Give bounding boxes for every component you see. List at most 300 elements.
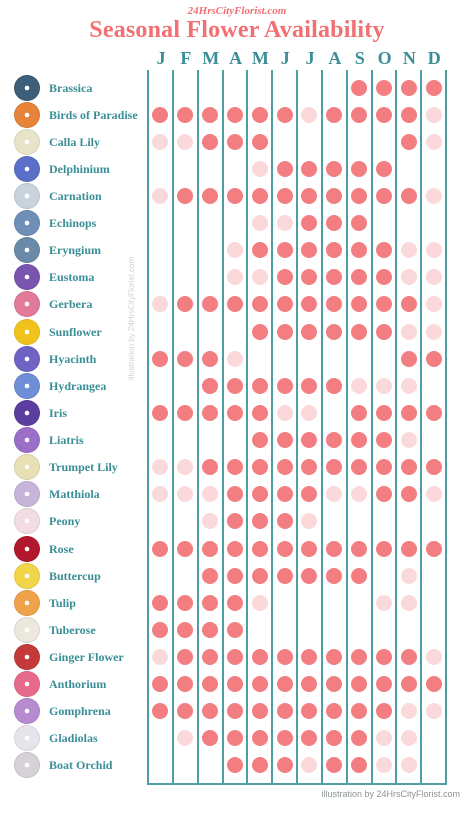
availability-dot-full bbox=[252, 432, 268, 448]
availability-dot-full bbox=[301, 486, 317, 502]
availability-dot-full bbox=[401, 351, 417, 367]
availability-dot-full bbox=[277, 730, 293, 746]
availability-dot-full bbox=[301, 161, 317, 177]
availability-dot-full bbox=[152, 595, 168, 611]
availability-dot-full bbox=[301, 730, 317, 746]
availability-dot-full bbox=[351, 703, 367, 719]
availability-dot-limited bbox=[426, 703, 442, 719]
availability-dot-full bbox=[277, 541, 293, 557]
availability-dot-full bbox=[252, 513, 268, 529]
availability-dot-full bbox=[426, 80, 442, 96]
availability-dot-full bbox=[326, 269, 342, 285]
availability-dot-full bbox=[301, 676, 317, 692]
availability-dot-limited bbox=[401, 269, 417, 285]
grid-column-line bbox=[271, 70, 273, 785]
flower-name: Matthiola bbox=[49, 487, 100, 502]
availability-dot-full bbox=[351, 269, 367, 285]
availability-dot-full bbox=[277, 296, 293, 312]
availability-dot-full bbox=[177, 107, 193, 123]
availability-dot-limited bbox=[401, 432, 417, 448]
availability-dot-full bbox=[202, 378, 218, 394]
availability-dot-full bbox=[376, 486, 392, 502]
availability-dot-limited bbox=[426, 324, 442, 340]
availability-dot-full bbox=[351, 107, 367, 123]
availability-dot-full bbox=[252, 378, 268, 394]
availability-dot-full bbox=[301, 568, 317, 584]
availability-dot-full bbox=[401, 486, 417, 502]
availability-dot-full bbox=[376, 296, 392, 312]
availability-dot-limited bbox=[376, 378, 392, 394]
availability-dot-limited bbox=[227, 242, 243, 258]
availability-dot-full bbox=[351, 541, 367, 557]
availability-dot-limited bbox=[177, 459, 193, 475]
availability-dot-limited bbox=[301, 405, 317, 421]
availability-dot-full bbox=[376, 541, 392, 557]
availability-dot-full bbox=[401, 459, 417, 475]
availability-dot-limited bbox=[252, 595, 268, 611]
availability-dot-limited bbox=[301, 107, 317, 123]
availability-dot-limited bbox=[351, 486, 367, 502]
grid-column-line bbox=[222, 70, 224, 785]
month-header-9: S bbox=[354, 48, 365, 68]
month-header bbox=[147, 48, 447, 70]
availability-dot-full bbox=[202, 134, 218, 150]
availability-dot-full bbox=[401, 405, 417, 421]
echinops-icon bbox=[14, 210, 40, 236]
availability-dot-full bbox=[252, 134, 268, 150]
watermark: illustration by 24HrsCityFlorist.com bbox=[127, 256, 136, 380]
flower-name: Anthorium bbox=[49, 677, 107, 692]
availability-dot-limited bbox=[426, 486, 442, 502]
anthorium-icon bbox=[14, 671, 40, 697]
availability-dot-full bbox=[426, 676, 442, 692]
availability-dot-full bbox=[277, 432, 293, 448]
availability-dot-full bbox=[202, 107, 218, 123]
availability-dot-full bbox=[252, 296, 268, 312]
availability-dot-full bbox=[326, 703, 342, 719]
site-name[interactable]: 24HrsCityFlorist.com bbox=[187, 5, 287, 17]
availability-dot-full bbox=[376, 161, 392, 177]
availability-dot-limited bbox=[252, 215, 268, 231]
availability-dot-limited bbox=[426, 188, 442, 204]
availability-dot-full bbox=[301, 296, 317, 312]
availability-dot-full bbox=[202, 541, 218, 557]
availability-dot-limited bbox=[277, 215, 293, 231]
grid-bottom-line bbox=[147, 783, 447, 785]
availability-dot-limited bbox=[376, 595, 392, 611]
flower-name: Brassica bbox=[49, 80, 93, 95]
month-header-12: D bbox=[427, 48, 441, 68]
ginger-flower-icon bbox=[14, 644, 40, 670]
month-header-3: M bbox=[202, 48, 220, 68]
flower-name: Peony bbox=[49, 514, 81, 529]
availability-dot-full bbox=[301, 378, 317, 394]
availability-dot-full bbox=[376, 432, 392, 448]
availability-dot-full bbox=[152, 405, 168, 421]
month-header-4: A bbox=[229, 48, 243, 68]
grid-column-line bbox=[395, 70, 397, 785]
flower-name: Gerbera bbox=[49, 297, 93, 312]
flower-name: Eustoma bbox=[49, 270, 95, 285]
availability-dot-full bbox=[351, 432, 367, 448]
flower-name: Gladiolas bbox=[49, 731, 98, 746]
availability-dot-limited bbox=[426, 269, 442, 285]
grid-column-line bbox=[197, 70, 199, 785]
availability-dot-full bbox=[351, 405, 367, 421]
availability-dot-full bbox=[177, 649, 193, 665]
availability-dot-full bbox=[376, 242, 392, 258]
availability-dot-full bbox=[252, 324, 268, 340]
availability-dot-limited bbox=[376, 757, 392, 773]
availability-dot-full bbox=[177, 703, 193, 719]
month-header-7: J bbox=[305, 48, 315, 68]
availability-dot-full bbox=[301, 649, 317, 665]
availability-dot-full bbox=[326, 188, 342, 204]
gerbera-icon bbox=[14, 291, 40, 317]
availability-dot-full bbox=[277, 242, 293, 258]
availability-dot-full bbox=[177, 541, 193, 557]
availability-dot-full bbox=[177, 188, 193, 204]
availability-dot-full bbox=[277, 486, 293, 502]
availability-dot-limited bbox=[426, 296, 442, 312]
availability-dot-full bbox=[177, 405, 193, 421]
availability-dot-full bbox=[227, 649, 243, 665]
availability-dot-full bbox=[202, 351, 218, 367]
peony-icon bbox=[14, 508, 40, 534]
grid-column-line bbox=[172, 70, 174, 785]
availability-dot-full bbox=[351, 676, 367, 692]
availability-dot-full bbox=[252, 242, 268, 258]
availability-dot-full bbox=[227, 486, 243, 502]
month-header-2: F bbox=[180, 48, 192, 68]
month-header-8: A bbox=[328, 48, 342, 68]
availability-dot-full bbox=[252, 541, 268, 557]
availability-dot-limited bbox=[401, 378, 417, 394]
availability-dot-full bbox=[227, 459, 243, 475]
availability-dot-full bbox=[152, 351, 168, 367]
month-header-6: J bbox=[280, 48, 290, 68]
gladiolas-icon bbox=[14, 725, 40, 751]
availability-dot-full bbox=[426, 405, 442, 421]
availability-dot-limited bbox=[152, 188, 168, 204]
availability-dot-full bbox=[351, 296, 367, 312]
eustoma-icon bbox=[14, 264, 40, 290]
availability-dot-full bbox=[426, 459, 442, 475]
availability-dot-limited bbox=[152, 649, 168, 665]
availability-dot-full bbox=[252, 649, 268, 665]
grid-column-line bbox=[296, 70, 298, 785]
sunflower-icon bbox=[14, 319, 40, 345]
availability-dot-limited bbox=[152, 296, 168, 312]
flower-name: Eryngium bbox=[49, 243, 102, 258]
availability-dot-full bbox=[152, 107, 168, 123]
availability-dot-limited bbox=[152, 134, 168, 150]
availability-dot-full bbox=[277, 459, 293, 475]
availability-dot-limited bbox=[301, 513, 317, 529]
flower-name: Rose bbox=[49, 541, 74, 556]
availability-dot-full bbox=[177, 595, 193, 611]
grid-column-line bbox=[147, 70, 149, 785]
flower-name: Ginger Flower bbox=[49, 649, 124, 664]
buttercup-icon bbox=[14, 563, 40, 589]
availability-dot-limited bbox=[326, 486, 342, 502]
availability-dot-limited bbox=[177, 486, 193, 502]
availability-dot-full bbox=[326, 649, 342, 665]
availability-dot-full bbox=[401, 296, 417, 312]
availability-dot-full bbox=[227, 188, 243, 204]
availability-dot-full bbox=[326, 459, 342, 475]
availability-dot-full bbox=[277, 757, 293, 773]
availability-dot-full bbox=[227, 134, 243, 150]
availability-dot-full bbox=[426, 351, 442, 367]
availability-dot-full bbox=[227, 513, 243, 529]
availability-dot-full bbox=[202, 568, 218, 584]
availability-dot-full bbox=[326, 161, 342, 177]
availability-dot-full bbox=[351, 324, 367, 340]
month-header-5: M bbox=[251, 48, 269, 68]
availability-dot-full bbox=[277, 703, 293, 719]
availability-dot-full bbox=[277, 161, 293, 177]
availability-dot-limited bbox=[351, 378, 367, 394]
availability-dot-full bbox=[326, 757, 342, 773]
availability-dot-full bbox=[401, 676, 417, 692]
availability-dot-full bbox=[177, 622, 193, 638]
grid-column-line bbox=[321, 70, 323, 785]
availability-dot-full bbox=[376, 676, 392, 692]
availability-dot-full bbox=[252, 703, 268, 719]
availability-dot-limited bbox=[252, 161, 268, 177]
availability-dot-limited bbox=[401, 595, 417, 611]
flower-name: Tulip bbox=[49, 595, 76, 610]
availability-dot-full bbox=[301, 459, 317, 475]
availability-dot-full bbox=[301, 324, 317, 340]
availability-dot-full bbox=[202, 405, 218, 421]
availability-dot-limited bbox=[426, 649, 442, 665]
availability-dot-full bbox=[376, 188, 392, 204]
availability-dot-full bbox=[376, 703, 392, 719]
availability-dot-full bbox=[351, 757, 367, 773]
availability-dot-full bbox=[277, 649, 293, 665]
availability-dot-limited bbox=[401, 757, 417, 773]
availability-dot-full bbox=[326, 215, 342, 231]
availability-dot-full bbox=[301, 703, 317, 719]
availability-dot-limited bbox=[401, 242, 417, 258]
flower-name: Trumpet Lily bbox=[49, 460, 118, 475]
availability-dot-full bbox=[326, 730, 342, 746]
availability-dot-limited bbox=[401, 703, 417, 719]
flower-name: Carnation bbox=[49, 189, 102, 204]
flower-name: Sunflower bbox=[49, 324, 102, 339]
availability-dot-full bbox=[301, 188, 317, 204]
hydrangea-icon bbox=[14, 373, 40, 399]
flower-name: Echinops bbox=[49, 216, 97, 231]
gomphrena-icon bbox=[14, 698, 40, 724]
flower-name: Hyacinth bbox=[49, 351, 97, 366]
availability-dot-full bbox=[376, 649, 392, 665]
flower-name: Buttercup bbox=[49, 568, 101, 583]
availability-dot-full bbox=[326, 541, 342, 557]
availability-dot-full bbox=[277, 378, 293, 394]
rose-icon bbox=[14, 536, 40, 562]
grid-column-line bbox=[346, 70, 348, 785]
availability-dot-full bbox=[401, 649, 417, 665]
eryngium-icon bbox=[14, 237, 40, 263]
availability-dot-limited bbox=[401, 568, 417, 584]
availability-dot-full bbox=[227, 405, 243, 421]
availability-dot-full bbox=[326, 378, 342, 394]
availability-dot-full bbox=[301, 242, 317, 258]
availability-dot-full bbox=[277, 269, 293, 285]
availability-dot-full bbox=[277, 568, 293, 584]
availability-dot-full bbox=[177, 351, 193, 367]
availability-dot-full bbox=[326, 242, 342, 258]
availability-dot-full bbox=[301, 215, 317, 231]
availability-dot-full bbox=[227, 107, 243, 123]
availability-dot-limited bbox=[177, 134, 193, 150]
availability-dot-limited bbox=[227, 351, 243, 367]
availability-dot-full bbox=[401, 107, 417, 123]
availability-dot-full bbox=[301, 269, 317, 285]
availability-dot-full bbox=[227, 568, 243, 584]
availability-dot-full bbox=[227, 595, 243, 611]
availability-dot-limited bbox=[252, 269, 268, 285]
availability-dot-limited bbox=[177, 730, 193, 746]
availability-dot-full bbox=[277, 676, 293, 692]
grid-column-line bbox=[371, 70, 373, 785]
availability-dot-full bbox=[326, 568, 342, 584]
month-header-10: O bbox=[377, 48, 392, 68]
availability-dot-full bbox=[277, 324, 293, 340]
availability-dot-full bbox=[227, 703, 243, 719]
availability-dot-full bbox=[277, 513, 293, 529]
availability-dot-limited bbox=[301, 757, 317, 773]
availability-dot-full bbox=[351, 649, 367, 665]
birds-of-paradise-icon bbox=[14, 102, 40, 128]
availability-dot-limited bbox=[401, 730, 417, 746]
availability-dot-full bbox=[326, 324, 342, 340]
availability-dot-full bbox=[227, 622, 243, 638]
flower-name: Delphinium bbox=[49, 161, 110, 176]
availability-dot-full bbox=[252, 757, 268, 773]
flower-name: Birds of Paradise bbox=[49, 107, 138, 122]
tuberose-icon bbox=[14, 617, 40, 643]
availability-dot-full bbox=[326, 296, 342, 312]
availability-dot-full bbox=[351, 161, 367, 177]
availability-dot-full bbox=[401, 541, 417, 557]
availability-dot-full bbox=[351, 80, 367, 96]
availability-dot-full bbox=[202, 188, 218, 204]
flower-name: Calla Lily bbox=[49, 134, 101, 149]
availability-dot-full bbox=[426, 541, 442, 557]
month-header-1: J bbox=[156, 48, 166, 68]
availability-dot-limited bbox=[202, 486, 218, 502]
availability-dot-full bbox=[227, 730, 243, 746]
liatris-icon bbox=[14, 427, 40, 453]
availability-dot-full bbox=[202, 296, 218, 312]
page-title: Seasonal Flower Availability bbox=[89, 17, 385, 43]
availability-dot-limited bbox=[426, 242, 442, 258]
availability-dot-full bbox=[227, 378, 243, 394]
flower-name: Iris bbox=[49, 405, 67, 420]
availability-dot-limited bbox=[376, 730, 392, 746]
availability-dot-full bbox=[376, 269, 392, 285]
availability-dot-limited bbox=[227, 269, 243, 285]
availability-dot-full bbox=[351, 459, 367, 475]
availability-dot-full bbox=[351, 188, 367, 204]
availability-dot-full bbox=[252, 188, 268, 204]
availability-dot-full bbox=[277, 188, 293, 204]
availability-dot-full bbox=[152, 541, 168, 557]
grid-column-line bbox=[420, 70, 422, 785]
grid-column-line bbox=[445, 70, 447, 785]
month-header-11: N bbox=[402, 48, 416, 68]
availability-dot-full bbox=[277, 107, 293, 123]
availability-dot-full bbox=[301, 541, 317, 557]
availability-dot-full bbox=[202, 459, 218, 475]
flower-name: Tuberose bbox=[49, 622, 96, 637]
availability-dot-full bbox=[152, 622, 168, 638]
availability-dot-full bbox=[401, 188, 417, 204]
tulip-icon bbox=[14, 590, 40, 616]
availability-dot-full bbox=[401, 134, 417, 150]
availability-dot-full bbox=[227, 757, 243, 773]
flower-name: Hydrangea bbox=[49, 378, 107, 393]
availability-dot-limited bbox=[401, 324, 417, 340]
availability-dot-limited bbox=[152, 486, 168, 502]
trumpet-lily-icon bbox=[14, 454, 40, 480]
illustration-credit: illustration by 24HrsCityFlorist.com bbox=[321, 789, 460, 799]
availability-dot-full bbox=[202, 730, 218, 746]
availability-dot-full bbox=[326, 432, 342, 448]
availability-dot-full bbox=[252, 405, 268, 421]
brassica-icon bbox=[14, 75, 40, 101]
availability-dot-full bbox=[301, 432, 317, 448]
flower-name: Gomphrena bbox=[49, 704, 111, 719]
availability-dot-full bbox=[351, 242, 367, 258]
availability-dot-full bbox=[376, 80, 392, 96]
availability-dot-full bbox=[227, 296, 243, 312]
availability-dot-full bbox=[152, 703, 168, 719]
matthiola-icon bbox=[14, 481, 40, 507]
carnation-icon bbox=[14, 183, 40, 209]
availability-dot-full bbox=[351, 730, 367, 746]
availability-dot-full bbox=[252, 568, 268, 584]
availability-dot-full bbox=[252, 676, 268, 692]
delphinium-icon bbox=[14, 156, 40, 182]
availability-dot-full bbox=[326, 676, 342, 692]
availability-grid bbox=[147, 70, 447, 785]
boat-orchid-icon bbox=[14, 752, 40, 778]
availability-dot-full bbox=[326, 107, 342, 123]
availability-dot-full bbox=[202, 703, 218, 719]
availability-dot-full bbox=[202, 649, 218, 665]
availability-dot-full bbox=[376, 405, 392, 421]
availability-dot-limited bbox=[426, 134, 442, 150]
availability-dot-full bbox=[227, 676, 243, 692]
availability-dot-full bbox=[152, 676, 168, 692]
availability-dot-full bbox=[351, 568, 367, 584]
availability-dot-full bbox=[202, 622, 218, 638]
availability-dot-limited bbox=[277, 405, 293, 421]
availability-dot-full bbox=[202, 595, 218, 611]
grid-column-line bbox=[246, 70, 248, 785]
availability-dot-limited bbox=[202, 513, 218, 529]
availability-dot-full bbox=[376, 324, 392, 340]
calla-lily-icon bbox=[14, 129, 40, 155]
flower-name: Boat Orchid bbox=[49, 758, 113, 773]
availability-dot-full bbox=[252, 459, 268, 475]
availability-dot-limited bbox=[152, 459, 168, 475]
